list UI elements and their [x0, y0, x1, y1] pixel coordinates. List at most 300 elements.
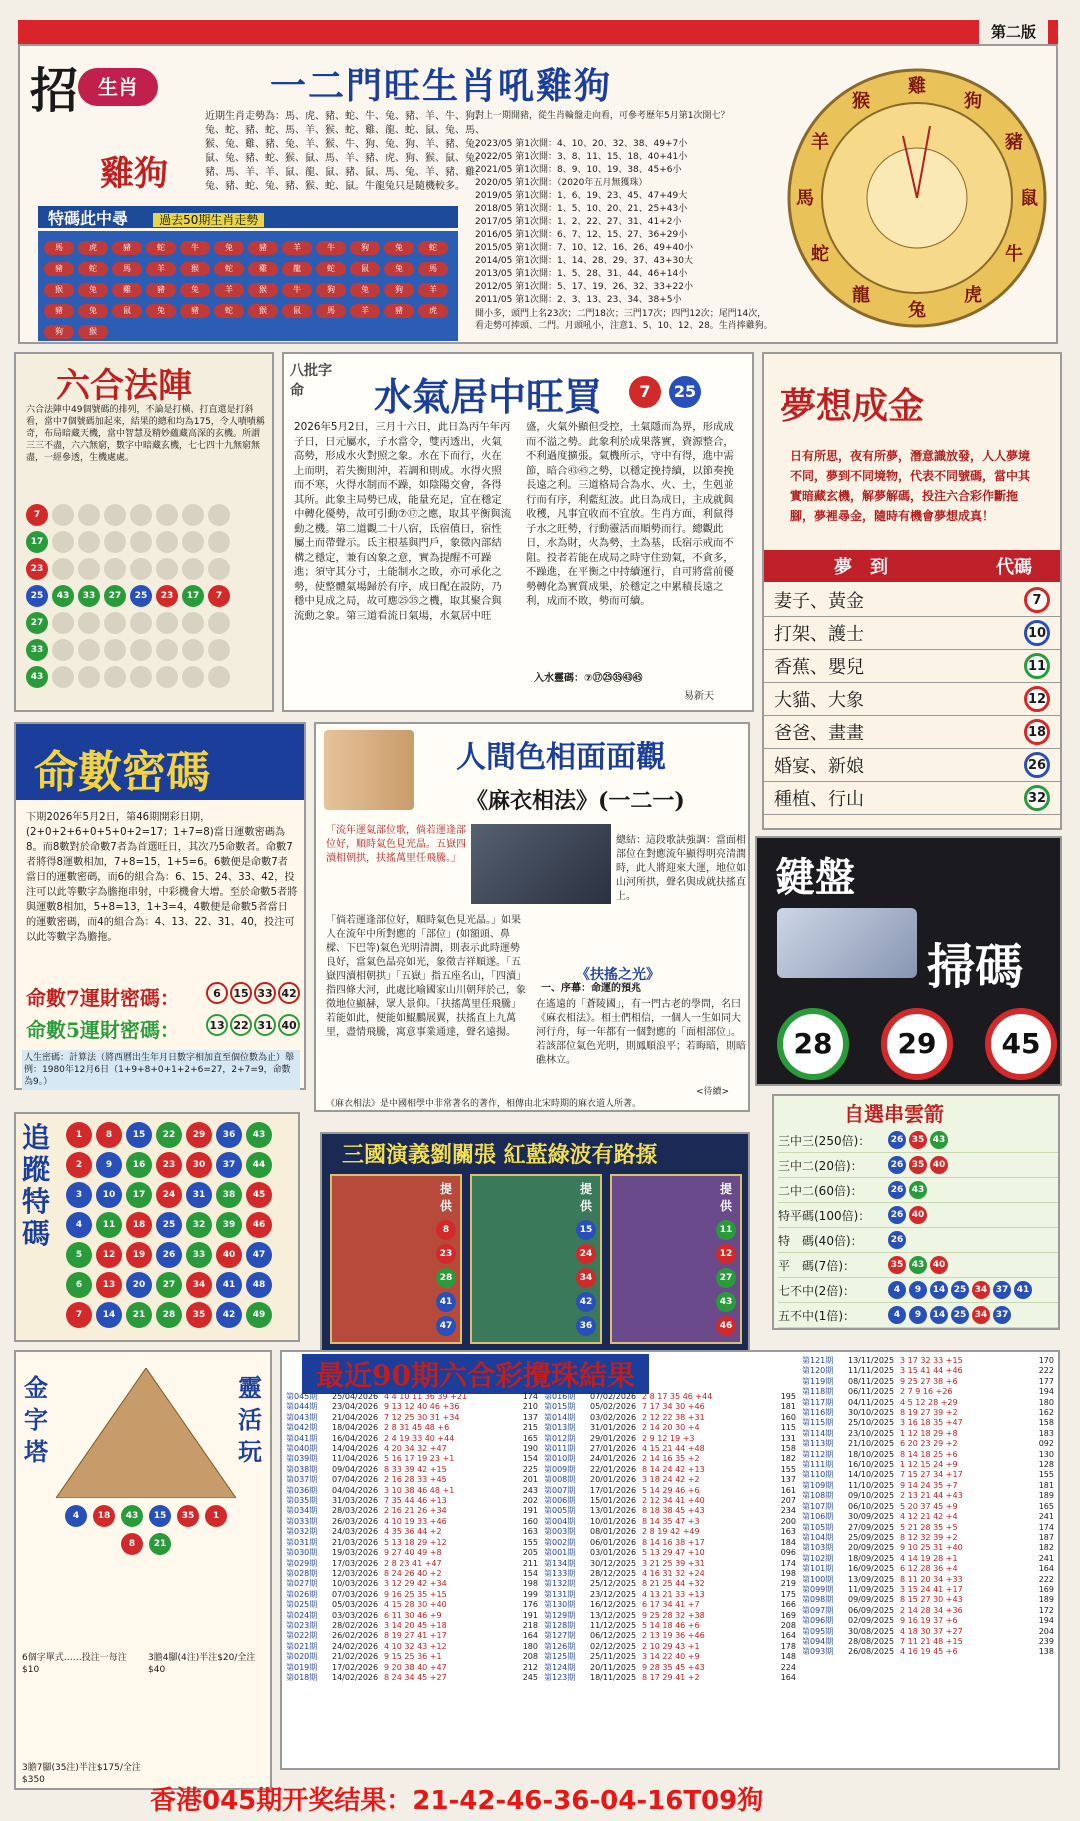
- result-date: 06/12/2025: [590, 1631, 637, 1641]
- results-col1: [286, 1392, 541, 1683]
- result-row: [802, 1398, 1057, 1408]
- tower-balls: [56, 1502, 236, 1558]
- result-nums: 4 10 32 43 +12: [384, 1641, 447, 1651]
- result-nums: 4 16 19 45 +6: [900, 1647, 958, 1657]
- liuhe-cell: [156, 639, 178, 661]
- result-date: 16/09/2025: [848, 1564, 895, 1574]
- liuhe-cell: [208, 639, 230, 661]
- liuhe-row-label: 43: [26, 666, 48, 688]
- result-sum: 194: [1038, 1387, 1054, 1397]
- chuan-label: 特平碼(100倍)：: [778, 1208, 871, 1223]
- result-row: [802, 1543, 1057, 1553]
- result-period: 第108期: [802, 1491, 834, 1501]
- dream-item: 香蕉、嬰兒: [774, 657, 864, 678]
- result-nums: 9 15 25 36 +1: [384, 1652, 442, 1662]
- result-date: 14/04/2026: [332, 1444, 379, 1454]
- result-date: 18/09/2025: [848, 1553, 895, 1563]
- liuhe-cell: 17: [182, 585, 204, 607]
- mingshu-title: 命數密碼: [34, 747, 210, 798]
- result-row: [802, 1564, 1057, 1574]
- result-date: 06/01/2026: [590, 1537, 637, 1547]
- result-date: 09/04/2026: [332, 1464, 379, 1474]
- result-period: 第039期: [286, 1454, 318, 1464]
- history-line: 2018/05 第1次開：1、5、10、20、21、25+43小: [475, 204, 688, 214]
- zhuizong-row: [66, 1122, 272, 1148]
- trend-title: 特碼此中尋: [48, 209, 129, 228]
- result-row: [544, 1538, 799, 1548]
- chuan-num: 35: [909, 1131, 927, 1149]
- result-date: 02/12/2025: [590, 1641, 637, 1651]
- result-row: [802, 1450, 1057, 1460]
- result-sum: 164: [780, 1672, 796, 1682]
- result-nums: 7 35 44 46 +13: [384, 1496, 447, 1506]
- result-sum: 208: [522, 1652, 538, 1662]
- keyboard-ball: 29: [881, 1008, 953, 1080]
- result-nums: 2 8 31 45 48 +6: [384, 1423, 450, 1433]
- liuhe-cell: [182, 504, 204, 526]
- liuhe-cell: 43: [52, 585, 74, 607]
- liuhe-row: [26, 558, 266, 580]
- result-period: 第003期: [544, 1527, 576, 1537]
- result-nums: 5 20 37 45 +9: [900, 1501, 958, 1511]
- result-period: 第031期: [286, 1537, 318, 1547]
- result-row: [544, 1600, 799, 1610]
- dream-row: [764, 650, 1060, 683]
- history-line: 2011/05 第1次開：2、3、13、23、34、38+5小: [475, 295, 682, 305]
- result-date: 04/04/2026: [332, 1485, 379, 1495]
- result-date: 26/03/2026: [332, 1516, 379, 1526]
- result-date: 06/09/2025: [848, 1605, 895, 1615]
- chuan-label: 平 碼(7倍)：: [778, 1258, 855, 1273]
- result-nums: 1 12 18 29 +8: [900, 1428, 958, 1438]
- zhuizong-row: [66, 1242, 272, 1268]
- result-date: 18/11/2025: [590, 1672, 637, 1682]
- sanguo-num: 24: [576, 1244, 596, 1264]
- face-title: 人間色相面面觀: [456, 740, 666, 775]
- result-nums: 8 17 29 41 +2: [642, 1672, 700, 1682]
- zhuizong-cell: 14: [96, 1302, 122, 1328]
- result-sum: 148: [780, 1652, 796, 1662]
- zodiac-chip: 雞: [112, 283, 142, 297]
- result-date: 10/01/2026: [590, 1516, 637, 1526]
- face-quote: 「流年運氣部位歌，倘若運逢部位好，順時氣色見光晶。五嶽四瀆相朝拱，扶搖萬里任飛騰。」: [326, 825, 466, 864]
- result-period: 第105期: [802, 1522, 834, 1532]
- chuan-label: 三中三(250倍)：: [778, 1133, 871, 1148]
- result-row: [802, 1429, 1057, 1439]
- result-period: 第020期: [286, 1652, 318, 1662]
- result-period: 第008期: [544, 1475, 576, 1485]
- sanguo-num: 8: [436, 1220, 456, 1240]
- zhuizong-cell: 35: [186, 1302, 212, 1328]
- result-nums: 3 18 24 42 +2: [642, 1475, 700, 1485]
- result-nums: 9 27 40 49 +8: [384, 1548, 442, 1558]
- result-row: [544, 1579, 799, 1589]
- liuhe-row-label: 23: [26, 558, 48, 580]
- water-ball-1-text: 7: [639, 382, 651, 401]
- sanguo-num: 43: [716, 1292, 736, 1312]
- result-period: 第044期: [286, 1402, 318, 1412]
- result-sum: 218: [522, 1620, 538, 1630]
- chuan-label: 二中二(60倍)：: [778, 1183, 863, 1198]
- result-nums: 4 5 12 28 +29: [900, 1397, 958, 1407]
- result-nums: 3 14 20 45 +18: [384, 1620, 447, 1630]
- result-sum: 130: [1038, 1449, 1054, 1459]
- zhuizong-cell: 40: [216, 1242, 242, 1268]
- result-nums: 4 20 34 32 +47: [384, 1444, 447, 1454]
- zhuizong-cell: 33: [186, 1242, 212, 1268]
- result-sum: 155: [780, 1464, 796, 1474]
- tower-title-r: 靈活玩: [238, 1373, 262, 1466]
- result-nums: 9 16 19 37 +6: [900, 1616, 958, 1626]
- zhuizong-cell: 23: [156, 1152, 182, 1178]
- zhuizong-cell: 17: [126, 1182, 152, 1208]
- zhuizong-cell: 44: [246, 1152, 272, 1178]
- footer-result: 香港045期开奖结果：21-42-46-36-04-16T09狗: [150, 1786, 764, 1816]
- zodiac-chip: 猴: [78, 325, 108, 339]
- result-nums: 8 14 35 47 +3: [642, 1516, 700, 1526]
- zhuizong-row: [66, 1152, 272, 1178]
- keyboard-balls: [777, 1008, 1057, 1080]
- liuhe-cell: 7: [208, 585, 230, 607]
- dream-text: 日有所思，夜有所夢，潛意識放發，人人夢境不同，夢到不同境物，代表不同號碼，當中其實暗藏玄機，解夢解碼，投注六合彩作斷拖腳，夢裡尋金，隨時有機會夢想成真！: [790, 449, 1031, 523]
- result-date: 21/03/2026: [332, 1537, 379, 1547]
- sanguo-card: [470, 1174, 602, 1344]
- result-period: 第027期: [286, 1579, 318, 1589]
- result-nums: 5 13 18 29 +12: [384, 1537, 447, 1547]
- result-row: [286, 1631, 541, 1641]
- result-date: 20/01/2026: [590, 1475, 637, 1485]
- zodiac-chip: 鼠: [282, 304, 312, 318]
- sanguo-num: 15: [576, 1220, 596, 1240]
- zhuizong-cell: 46: [246, 1212, 272, 1238]
- results-panel: [280, 1350, 1060, 1770]
- mingshu-num: 33: [254, 982, 276, 1004]
- chuan-num: 37: [993, 1306, 1011, 1324]
- sanguo-title: 三國演義劉關張 紅藍綠波有路揼: [342, 1142, 658, 1168]
- result-date: 24/01/2026: [590, 1454, 637, 1464]
- mingshu-body: 下期2026年5月2日，第46期開彩日期，(2+0+2+6+0+5+0+2=17；1+7=8)當日運數密碼為8。而8數對於命數7者為首選旺日，其次乃5命數者。命數7者將得8運數相加，7+8=15，1+5=6。6數便是命數7者當日的運數密碼，而6的組合為：6、15、24、33、42，投注可以此等數字為膽拖串射，中彩機會大增。至於命數5者將與運數8相加，5+8=13，1+3=4，4數便是命數5者當日的運數密碼，而4的組合為：4、13、22、31、40，投注可以此等數字為膽拖。: [26, 812, 298, 943]
- history-line: 2023/05 第1次開：4、10、20、32、38、49+7小: [475, 139, 688, 149]
- zodiac-chip: 兔: [78, 283, 108, 297]
- result-nums: 6 11 30 46 +9: [384, 1610, 442, 1620]
- sanguo-card-label: 提供: [580, 1182, 593, 1213]
- dream-row: [764, 683, 1060, 716]
- zhuizong-grid: [66, 1122, 272, 1332]
- chuan-label: 七不中(2倍)：: [778, 1283, 855, 1298]
- chuan-num: 4: [888, 1306, 906, 1324]
- result-sum: 200: [780, 1516, 796, 1526]
- result-nums: 2 14 16 35 +2: [642, 1454, 700, 1464]
- result-date: 12/03/2026: [332, 1568, 379, 1578]
- wheel-label: 龍: [852, 284, 870, 306]
- liuhe-cell: [182, 666, 204, 688]
- mingshu-r1: [206, 982, 302, 1004]
- mingshu-num: 6: [206, 982, 228, 1004]
- result-sum: 189: [1038, 1491, 1054, 1501]
- result-sum: 158: [780, 1444, 796, 1454]
- result-date: 11/12/2025: [590, 1620, 637, 1630]
- dream-table-header: [764, 550, 1060, 582]
- trend-grid: [38, 231, 458, 341]
- result-row: [544, 1527, 799, 1537]
- face-summary: 總結：這段歌訣強調：當面相部位在對應流年顯得明亮清潤時，此人將迎來大運，地位如山河所拱，聲名與成就扶搖直上。: [616, 835, 746, 902]
- result-date: 28/12/2025: [590, 1568, 637, 1578]
- result-sum: 180: [522, 1641, 538, 1651]
- result-date: 23/10/2025: [848, 1428, 895, 1438]
- result-sum: 182: [780, 1454, 796, 1464]
- result-row: [544, 1621, 799, 1631]
- result-nums: 8 15 27 30 +43: [900, 1595, 963, 1605]
- result-row: [802, 1585, 1057, 1595]
- result-row: [286, 1486, 541, 1496]
- result-row: [802, 1418, 1057, 1428]
- chuan-num: 35: [888, 1256, 906, 1274]
- zodiac-wheel: [785, 66, 1050, 331]
- result-date: 31/01/2026: [590, 1423, 637, 1433]
- wheel-label: 兔: [908, 300, 926, 321]
- water-title: 水氣居中旺買: [374, 374, 603, 419]
- result-period: 第015期: [544, 1402, 576, 1412]
- liuhe-cell: [52, 504, 74, 526]
- result-period: 第022期: [286, 1631, 318, 1641]
- result-period: 第096期: [802, 1616, 834, 1626]
- chuan-num: 14: [930, 1281, 948, 1299]
- result-period: 第133期: [544, 1568, 576, 1578]
- result-sum: 161: [780, 1485, 796, 1495]
- zodiac-chip: 兔: [214, 241, 244, 255]
- water-badge: 八批字命: [290, 363, 332, 399]
- result-row: [544, 1517, 799, 1527]
- zodiac-chip: 兔: [384, 262, 414, 276]
- result-sum: 225: [522, 1464, 538, 1474]
- result-date: 30/12/2025: [590, 1558, 637, 1568]
- chuan-num: 9: [909, 1306, 927, 1324]
- result-row: [286, 1621, 541, 1631]
- result-period: 第112期: [802, 1449, 834, 1459]
- zhuizong-cell: 20: [126, 1272, 152, 1298]
- zodiac-chip: 兔: [180, 283, 210, 297]
- result-date: 27/09/2025: [848, 1522, 895, 1532]
- result-nums: 5 14 29 46 +6: [642, 1485, 700, 1495]
- result-date: 04/11/2025: [848, 1397, 895, 1407]
- result-sum: 184: [780, 1537, 796, 1547]
- liuhe-cell: [182, 558, 204, 580]
- result-date: 24/03/2026: [332, 1527, 379, 1537]
- zhuizong-cell: 6: [66, 1272, 92, 1298]
- dream-code: 26: [1024, 752, 1050, 778]
- result-nums: 2 16 28 33 +45: [384, 1475, 447, 1485]
- tower-l3: 3膽7腳(35注)半注$175/全注$350: [22, 1763, 141, 1785]
- result-nums: 8 12 32 39 +2: [900, 1532, 958, 1542]
- result-period: 第127期: [544, 1631, 576, 1641]
- result-row: [286, 1548, 541, 1558]
- water-panel: [282, 352, 754, 712]
- result-date: 25/11/2025: [590, 1652, 637, 1662]
- dream-code: 10: [1024, 620, 1050, 646]
- zhuizong-cell: 15: [126, 1122, 152, 1148]
- result-sum: 165: [1038, 1501, 1054, 1511]
- history-line: 2017/05 第1次開：1、2、22、27、31、41+2小: [475, 217, 682, 227]
- result-row: [286, 1465, 541, 1475]
- zhuizong-row: [66, 1212, 272, 1238]
- result-period: 第117期: [802, 1397, 834, 1407]
- result-row: [802, 1647, 1057, 1657]
- result-period: 第119期: [802, 1376, 834, 1386]
- result-sum: 128: [1038, 1460, 1054, 1470]
- result-nums: 5 21 28 35 +5: [900, 1522, 958, 1532]
- result-row: [286, 1402, 541, 1412]
- result-nums: 7 11 21 48 +15: [900, 1636, 963, 1646]
- zodiac-chip: 狗: [350, 241, 380, 255]
- result-date: 03/02/2026: [590, 1412, 637, 1422]
- result-sum: 234: [780, 1506, 796, 1516]
- result-sum: 160: [522, 1516, 538, 1526]
- chuan-row: [778, 1303, 1058, 1328]
- zodiac-chip: 羊: [350, 304, 380, 318]
- result-period: 第026期: [286, 1589, 318, 1599]
- chuan-row: [778, 1128, 1058, 1153]
- liuhe-cell: [130, 558, 152, 580]
- zodiac-chip: 猴: [248, 283, 278, 297]
- result-date: 21/02/2026: [332, 1652, 379, 1662]
- result-sum: 137: [780, 1475, 796, 1485]
- result-sum: 131: [780, 1433, 796, 1443]
- result-date: 25/10/2025: [848, 1418, 895, 1428]
- result-date: 23/12/2025: [590, 1589, 637, 1599]
- result-row: [802, 1366, 1057, 1376]
- liuhe-cell: [130, 531, 152, 553]
- liuhe-cell: [78, 639, 100, 661]
- history-line: 2015/05 第1次開：7、10、12、16、26、49+40小: [475, 243, 693, 253]
- liuhe-cell: [156, 612, 178, 634]
- chuan-panel: [772, 1094, 1060, 1330]
- result-date: 18/04/2026: [332, 1423, 379, 1433]
- mingshu-num: 42: [278, 982, 300, 1004]
- result-nums: 9 25 27 38 +6: [900, 1376, 958, 1386]
- zhuizong-cell: 12: [96, 1242, 122, 1268]
- prev-note: 對上一期開豬，從生肖輪盤走向看，可參考歷年5月第1次開七？: [475, 111, 730, 121]
- result-nums: 3 17 32 33 +15: [900, 1356, 963, 1365]
- zodiac-chip: 羊: [146, 262, 176, 276]
- result-period: 第118期: [802, 1387, 834, 1397]
- result-nums: 4 15 28 30 +40: [384, 1600, 447, 1610]
- sanguo-num: 46: [716, 1316, 736, 1336]
- result-sum: 210: [522, 1402, 538, 1412]
- zodiac-chip: 蛇: [146, 241, 176, 255]
- result-sum: 115: [780, 1423, 796, 1433]
- result-period: 第097期: [802, 1605, 834, 1615]
- result-date: 03/01/2026: [590, 1548, 637, 1558]
- liuhe-cell: [104, 666, 126, 688]
- result-period: 第006期: [544, 1496, 576, 1506]
- result-sum: 164: [522, 1631, 538, 1641]
- result-date: 17/02/2026: [332, 1662, 379, 1672]
- result-period: 第099期: [802, 1584, 834, 1594]
- sanguo-card: [330, 1174, 462, 1344]
- zhuizong-cell: 11: [96, 1212, 122, 1238]
- chuan-num: 26: [888, 1156, 906, 1174]
- result-period: 第134期: [544, 1558, 576, 1568]
- tower-ball: 43: [121, 1505, 143, 1527]
- result-date: 11/04/2026: [332, 1454, 379, 1464]
- result-row: [286, 1559, 541, 1569]
- result-sum: 138: [1038, 1647, 1054, 1657]
- result-row: [802, 1481, 1057, 1491]
- liuhe-cell: [156, 666, 178, 688]
- liuhe-cell: [52, 666, 74, 688]
- liuhe-cell: [78, 612, 100, 634]
- result-period: 第007期: [544, 1485, 576, 1495]
- result-date: 24/02/2026: [332, 1641, 379, 1651]
- zhuizong-cell: 10: [96, 1182, 122, 1208]
- result-date: 08/11/2025: [848, 1376, 895, 1386]
- liuhe-row: [26, 639, 266, 661]
- mingshu-num: 13: [206, 1014, 228, 1036]
- result-sum: 189: [1038, 1595, 1054, 1605]
- result-nums: 9 20 38 40 +47: [384, 1662, 447, 1672]
- result-period: 第107期: [802, 1501, 834, 1511]
- result-row: [544, 1673, 799, 1683]
- chuan-num: 4: [888, 1281, 906, 1299]
- result-period: 第030期: [286, 1548, 318, 1558]
- zhuizong-cell: 7: [66, 1302, 92, 1328]
- result-nums: 9 16 25 35 +15: [384, 1589, 447, 1599]
- result-row: [802, 1523, 1057, 1533]
- dream-col2: 代碼: [996, 557, 1032, 578]
- result-sum: 208: [780, 1620, 796, 1630]
- zhuizong-cell: 34: [186, 1272, 212, 1298]
- result-date: 29/01/2026: [590, 1433, 637, 1443]
- liuhe-cell: [208, 504, 230, 526]
- result-nums: 9 10 25 31 +40: [900, 1543, 963, 1553]
- chuan-num: 26: [888, 1181, 906, 1199]
- zhuizong-cell: 13: [96, 1272, 122, 1298]
- result-row: [286, 1475, 541, 1485]
- result-date: 14/02/2026: [332, 1672, 379, 1682]
- result-period: 第123期: [544, 1672, 576, 1682]
- result-nums: 9 13 12 40 46 +36: [384, 1402, 460, 1412]
- result-nums: 8 19 27 41 +17: [384, 1631, 447, 1641]
- header-intro: 近期生肖走勢為：馬、虎、豬、蛇、牛、兔、豬、羊、牛、狗、兔、蛇、豬、蛇、馬、羊、猴、蛇、雞、龍、蛇、鼠、兔、馬、猴、兔、雞、豬、兔、羊、猴、牛、狗、兔、狗、羊、豬、兔、鼠、兔、豬、蛇、猴、鼠、馬、羊、豬、虎、狗、猴、鼠、兔、豬、馬、羊、羊、鼠、龍、鼠、豬、鼠、馬、兔、羊、豬、雞、兔、豬、蛇、兔、豬、猴、蛇、鼠。牛龍兔只是隨機較多。: [205, 111, 485, 192]
- result-period: 第002期: [544, 1537, 576, 1547]
- result-date: 13/01/2026: [590, 1506, 637, 1516]
- zodiac-chip: 羊: [214, 283, 244, 297]
- water-ball-2-text: 25: [673, 382, 697, 401]
- liuhe-cell: 33: [78, 585, 100, 607]
- zodiac-chip: 馬: [112, 262, 142, 276]
- dream-code: 11: [1024, 653, 1050, 679]
- keyboard-image: [777, 908, 917, 978]
- result-sum: 191: [522, 1610, 538, 1620]
- result-sum: 207: [780, 1496, 796, 1506]
- zhuizong-cell: 37: [216, 1152, 242, 1178]
- result-row: [286, 1652, 541, 1662]
- result-nums: 4 15 21 44 +48: [642, 1444, 705, 1454]
- face-tbc: <待續>: [696, 1087, 730, 1097]
- liuhe-cell: [104, 531, 126, 553]
- history-line: 2012/05 第1次開：5、17、19、26、32、33+22小: [475, 282, 693, 292]
- result-sum: 155: [1038, 1470, 1054, 1480]
- result-date: 31/03/2026: [332, 1496, 379, 1506]
- result-nums: 8 24 34 45 +27: [384, 1672, 447, 1682]
- trend-subtitle: 過去50期生肖走勢: [153, 213, 264, 227]
- tower-ball: 8: [121, 1533, 143, 1555]
- liuhe-cell: [130, 612, 152, 634]
- dream-code: 12: [1024, 686, 1050, 712]
- result-date: 06/11/2025: [848, 1387, 895, 1397]
- zodiac-chip: 豬: [384, 304, 414, 318]
- wheel-label: 牛: [1004, 244, 1023, 265]
